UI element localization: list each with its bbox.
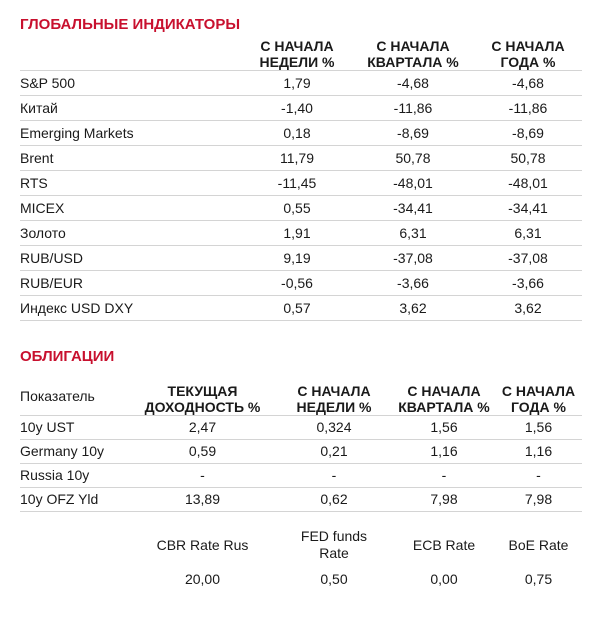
row-label: Emerging Markets <box>20 121 242 146</box>
row-label: Китай <box>20 96 242 121</box>
cell-value: 3,62 <box>352 296 474 321</box>
table-row <box>20 196 582 221</box>
cell-value: -4,68 <box>474 71 582 96</box>
cell-value: 6,31 <box>352 221 474 246</box>
row-label: 10y OFZ Yld <box>20 487 130 511</box>
table-row <box>20 296 582 321</box>
row-label: Индекс USD DXY <box>20 296 242 321</box>
rate-value-ecb: 0,00 <box>430 571 458 587</box>
rate-label-fed: FED funds Rate <box>300 528 368 561</box>
cell-value: 7,98 <box>393 487 495 511</box>
label-header: Показатель <box>20 387 95 404</box>
cell-value: 0,324 <box>275 415 393 439</box>
cell-value: -11,86 <box>474 96 582 121</box>
table-row <box>20 246 582 271</box>
cell-value: 13,89 <box>130 487 275 511</box>
row-label: RTS <box>20 171 242 196</box>
cell-value: -3,66 <box>352 271 474 296</box>
cell-value: -37,08 <box>474 246 582 271</box>
row-label: Brent <box>20 146 242 171</box>
row-label: RUB/EUR <box>20 271 242 296</box>
cell-value: 1,56 <box>393 415 495 439</box>
cell-value: -48,01 <box>352 171 474 196</box>
rate-label-boe: BoE Rate <box>508 536 569 553</box>
cell-value: 0,55 <box>242 196 352 221</box>
table-row <box>20 439 582 463</box>
row-label: 10y UST <box>20 415 130 439</box>
rate-value-cbr: 20,00 <box>184 571 221 587</box>
table-row <box>20 487 582 511</box>
table-row <box>20 71 582 96</box>
cell-value: - <box>130 463 275 487</box>
row-label: Russia 10y <box>20 463 130 487</box>
cell-value: 50,78 <box>474 146 582 171</box>
bonds-table <box>20 377 582 512</box>
bonds-title: ОБЛИГАЦИИ <box>20 348 115 365</box>
row-label: RUB/USD <box>20 246 242 271</box>
cell-value: 1,79 <box>242 71 352 96</box>
cell-value: - <box>275 463 393 487</box>
column-header-week: С НАЧАЛА НЕДЕЛИ % <box>259 38 335 70</box>
cell-value: 6,31 <box>474 221 582 246</box>
column-header-quarter: С НАЧАЛА КВАРТАЛА % <box>398 382 490 415</box>
cell-value: - <box>495 463 582 487</box>
rate-label-cbr: CBR Rate Rus <box>156 536 249 553</box>
table-row <box>20 121 582 146</box>
global-indicators-title: ГЛОБАЛЬНЫЕ ИНДИКАТОРЫ <box>20 16 241 33</box>
cell-value: -8,69 <box>474 121 582 146</box>
cell-value: -34,41 <box>352 196 474 221</box>
cell-value: - <box>393 463 495 487</box>
cell-value: -8,69 <box>352 121 474 146</box>
cell-value: 0,62 <box>275 487 393 511</box>
row-label: MICEX <box>20 196 242 221</box>
cell-value: -37,08 <box>352 246 474 271</box>
rate-value-fed: 0,50 <box>320 571 348 587</box>
cell-value: 50,78 <box>352 146 474 171</box>
cell-value: -11,86 <box>352 96 474 121</box>
cell-value: -34,41 <box>474 196 582 221</box>
row-label: S&P 500 <box>20 71 242 96</box>
column-header-yield: ТЕКУЩАЯ ДОХОДНОСТЬ % <box>144 382 261 415</box>
cell-value: -48,01 <box>474 171 582 196</box>
cell-value: -0,56 <box>242 271 352 296</box>
cell-value: 7,98 <box>495 487 582 511</box>
table-row <box>20 146 582 171</box>
cell-value: 1,16 <box>495 439 582 463</box>
column-header-year: С НАЧАЛА ГОДА % <box>501 382 576 415</box>
table-row <box>20 415 582 439</box>
global-indicators-table <box>20 38 582 321</box>
column-header-week: С НАЧАЛА НЕДЕЛИ % <box>296 382 372 415</box>
cell-value: -4,68 <box>352 71 474 96</box>
column-header-quarter: С НАЧАЛА КВАРТАЛА % <box>367 38 459 70</box>
cell-value: 3,62 <box>474 296 582 321</box>
policy-rates-table <box>20 526 582 594</box>
table-row <box>20 171 582 196</box>
cell-value: 0,18 <box>242 121 352 146</box>
cell-value: 2,47 <box>130 415 275 439</box>
table-row <box>20 221 582 246</box>
cell-value: 0,21 <box>275 439 393 463</box>
cell-value: -3,66 <box>474 271 582 296</box>
cell-value: 1,16 <box>393 439 495 463</box>
table-row <box>20 96 582 121</box>
table-row <box>20 463 582 487</box>
rate-value-boe: 0,75 <box>524 571 553 587</box>
table-row <box>20 271 582 296</box>
cell-value: 11,79 <box>242 146 352 171</box>
rate-label-ecb: ECB Rate <box>412 536 476 553</box>
cell-value: 9,19 <box>242 246 352 271</box>
cell-value: -1,40 <box>242 96 352 121</box>
row-label: Золото <box>20 221 242 246</box>
column-header-year: С НАЧАЛА ГОДА % <box>491 38 565 70</box>
row-label: Germany 10y <box>20 439 130 463</box>
cell-value: 1,91 <box>242 221 352 246</box>
cell-value: 1,56 <box>495 415 582 439</box>
cell-value: 0,57 <box>242 296 352 321</box>
cell-value: 0,59 <box>130 439 275 463</box>
cell-value: -11,45 <box>242 171 352 196</box>
